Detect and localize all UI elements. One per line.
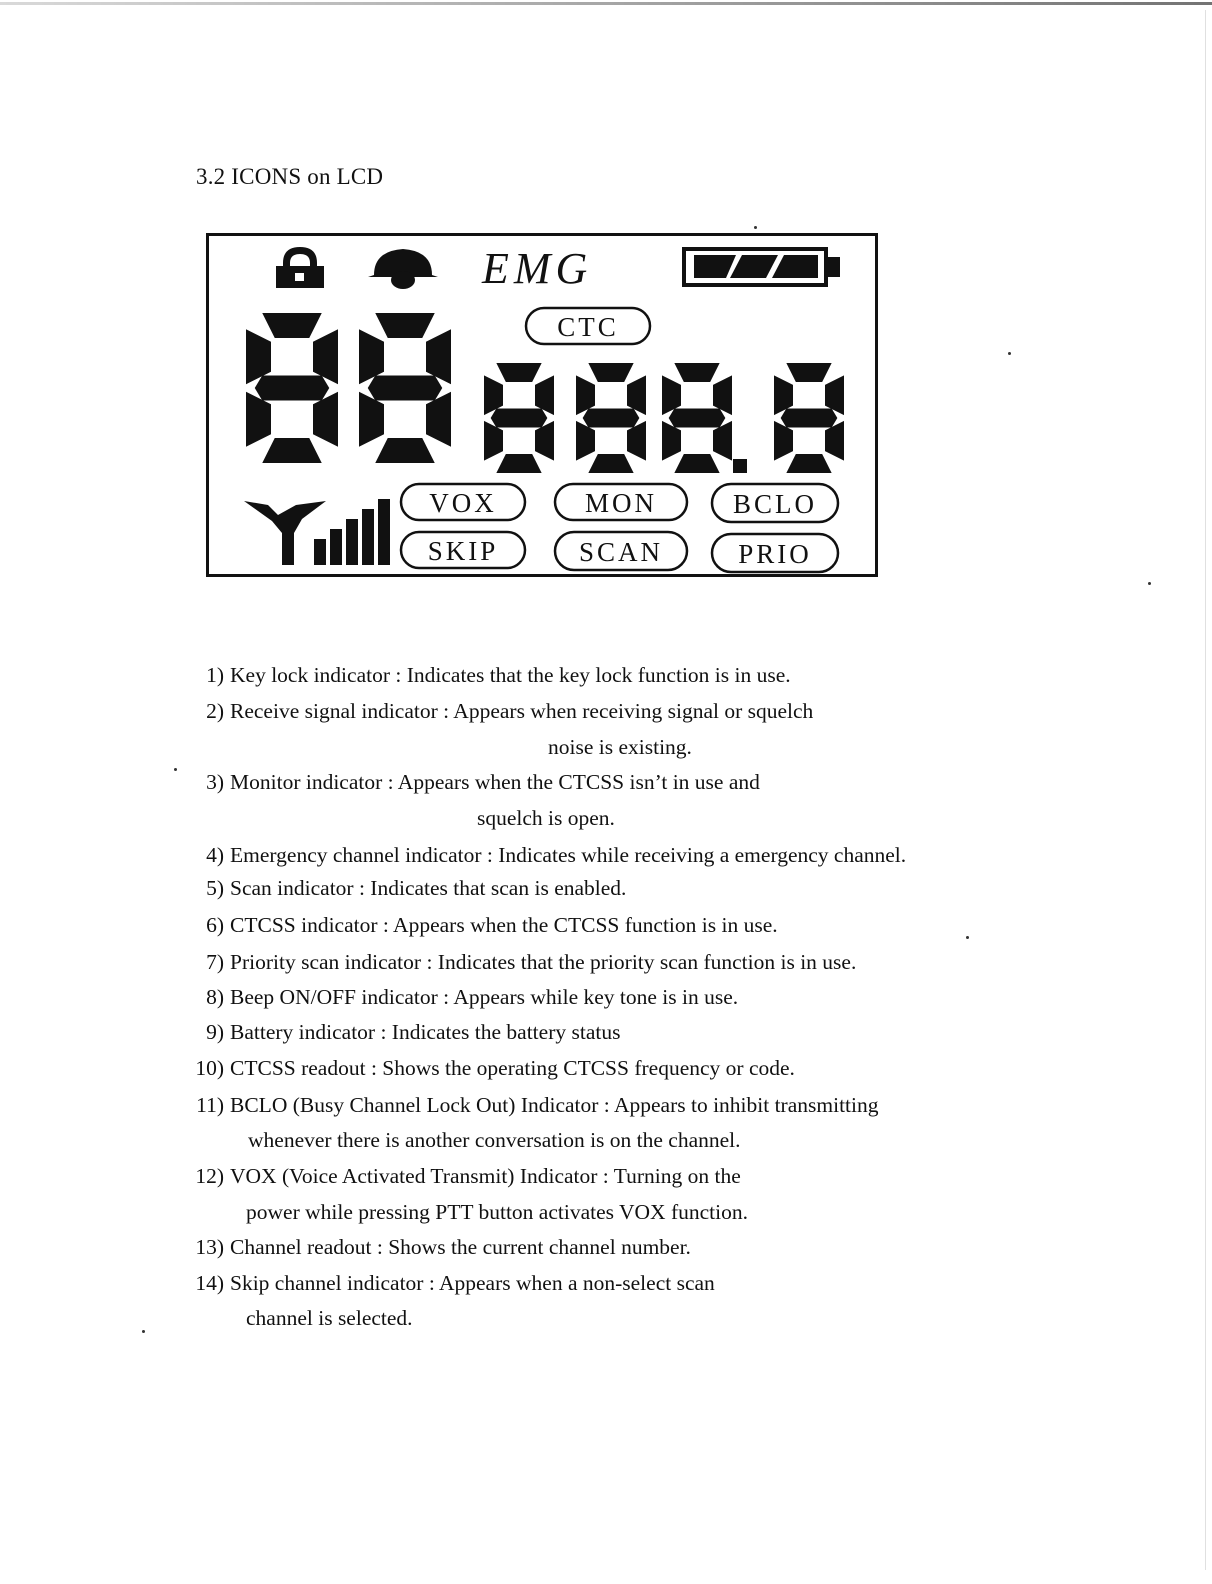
list-item-continuation: whenever there is another conversation is on the channel. <box>248 1128 741 1152</box>
list-item-continuation: channel is selected. <box>246 1306 413 1330</box>
list-item-continuation: squelch is open. <box>477 806 615 830</box>
list-item-number: 8) <box>206 985 224 1009</box>
scan-speck <box>174 768 177 771</box>
list-item-number: 6) <box>206 913 224 937</box>
emg-label: EMG <box>482 244 593 293</box>
vox-label: VOX <box>429 488 497 518</box>
list-item-continuation: noise is existing. <box>548 735 692 759</box>
scan-speck <box>1008 352 1011 355</box>
list-item-text: CTCSS readout : Shows the operating CTCSS frequency or code. <box>230 1056 795 1080</box>
list-item-text: Beep ON/OFF indicator : Appears while key tone is in use. <box>230 985 739 1009</box>
scan-label: SCAN <box>578 537 664 567</box>
list-item-text: Emergency channel indicator : Indicates while receiving a emergency channel. <box>230 843 907 867</box>
prio-label: PRIO <box>738 539 812 569</box>
scan-right-edge <box>1205 10 1206 1570</box>
scan-speck <box>1148 582 1151 585</box>
list-item-text: Priority scan indicator : Indicates that the priority scan function is in use. <box>230 950 857 974</box>
ctc-label: CTC <box>557 312 619 342</box>
list-item-text: Receive signal indicator : Appears when receiving signal or squelch <box>230 699 814 723</box>
list-item-number: 12) <box>195 1164 224 1188</box>
list-item-text: Skip channel indicator : Appears when a non-select scan <box>230 1271 715 1295</box>
list-item-text: VOX (Voice Activated Transmit) Indicator : Turning on the <box>230 1164 741 1188</box>
list-item-text: Key lock indicator : Indicates that the key lock function is in use. <box>230 663 791 687</box>
decimal-point <box>733 459 747 473</box>
list-item-continuation: power while pressing PTT button activates VOX function. <box>246 1200 748 1224</box>
skip-label: SKIP <box>427 536 499 566</box>
list-item-text: Monitor indicator : Appears when the CTCSS isn’t in use and <box>230 770 760 794</box>
list-item-text: Battery indicator : Indicates the battery status <box>230 1020 621 1044</box>
list-item-number: 10) <box>195 1056 224 1080</box>
list-item-number: 1) <box>206 663 224 687</box>
list-item-number: 14) <box>195 1271 224 1295</box>
scan-top-edge <box>0 2 1212 5</box>
list-item-number: 3) <box>206 770 224 794</box>
scan-speck <box>142 1330 145 1333</box>
list-item-text: Channel readout : Shows the current channel number. <box>230 1235 691 1259</box>
list-item-number: 5) <box>206 876 224 900</box>
section-title: 3.2 ICONS on LCD <box>196 164 384 189</box>
list-item-text: BCLO (Busy Channel Lock Out) Indicator : Appears to inhibit transmitting <box>230 1093 879 1117</box>
list-item-number: 7) <box>206 950 224 974</box>
list-item-text: CTCSS indicator : Appears when the CTCSS function is in use. <box>230 913 778 937</box>
list-item-number: 11) <box>196 1093 224 1117</box>
list-item-number: 13) <box>195 1235 224 1259</box>
list-item-number: 2) <box>206 699 224 723</box>
list-item-text: Scan indicator : Indicates that scan is enabled. <box>230 876 627 900</box>
lcd-diagram <box>206 233 878 577</box>
scan-speck <box>966 936 969 939</box>
mon-label: MON <box>584 488 658 518</box>
lcd-svg <box>206 233 878 577</box>
scan-speck <box>754 226 757 229</box>
list-item-number: 9) <box>206 1020 224 1044</box>
list-item-number: 4) <box>206 843 224 867</box>
bclo-label: BCLO <box>732 489 818 519</box>
